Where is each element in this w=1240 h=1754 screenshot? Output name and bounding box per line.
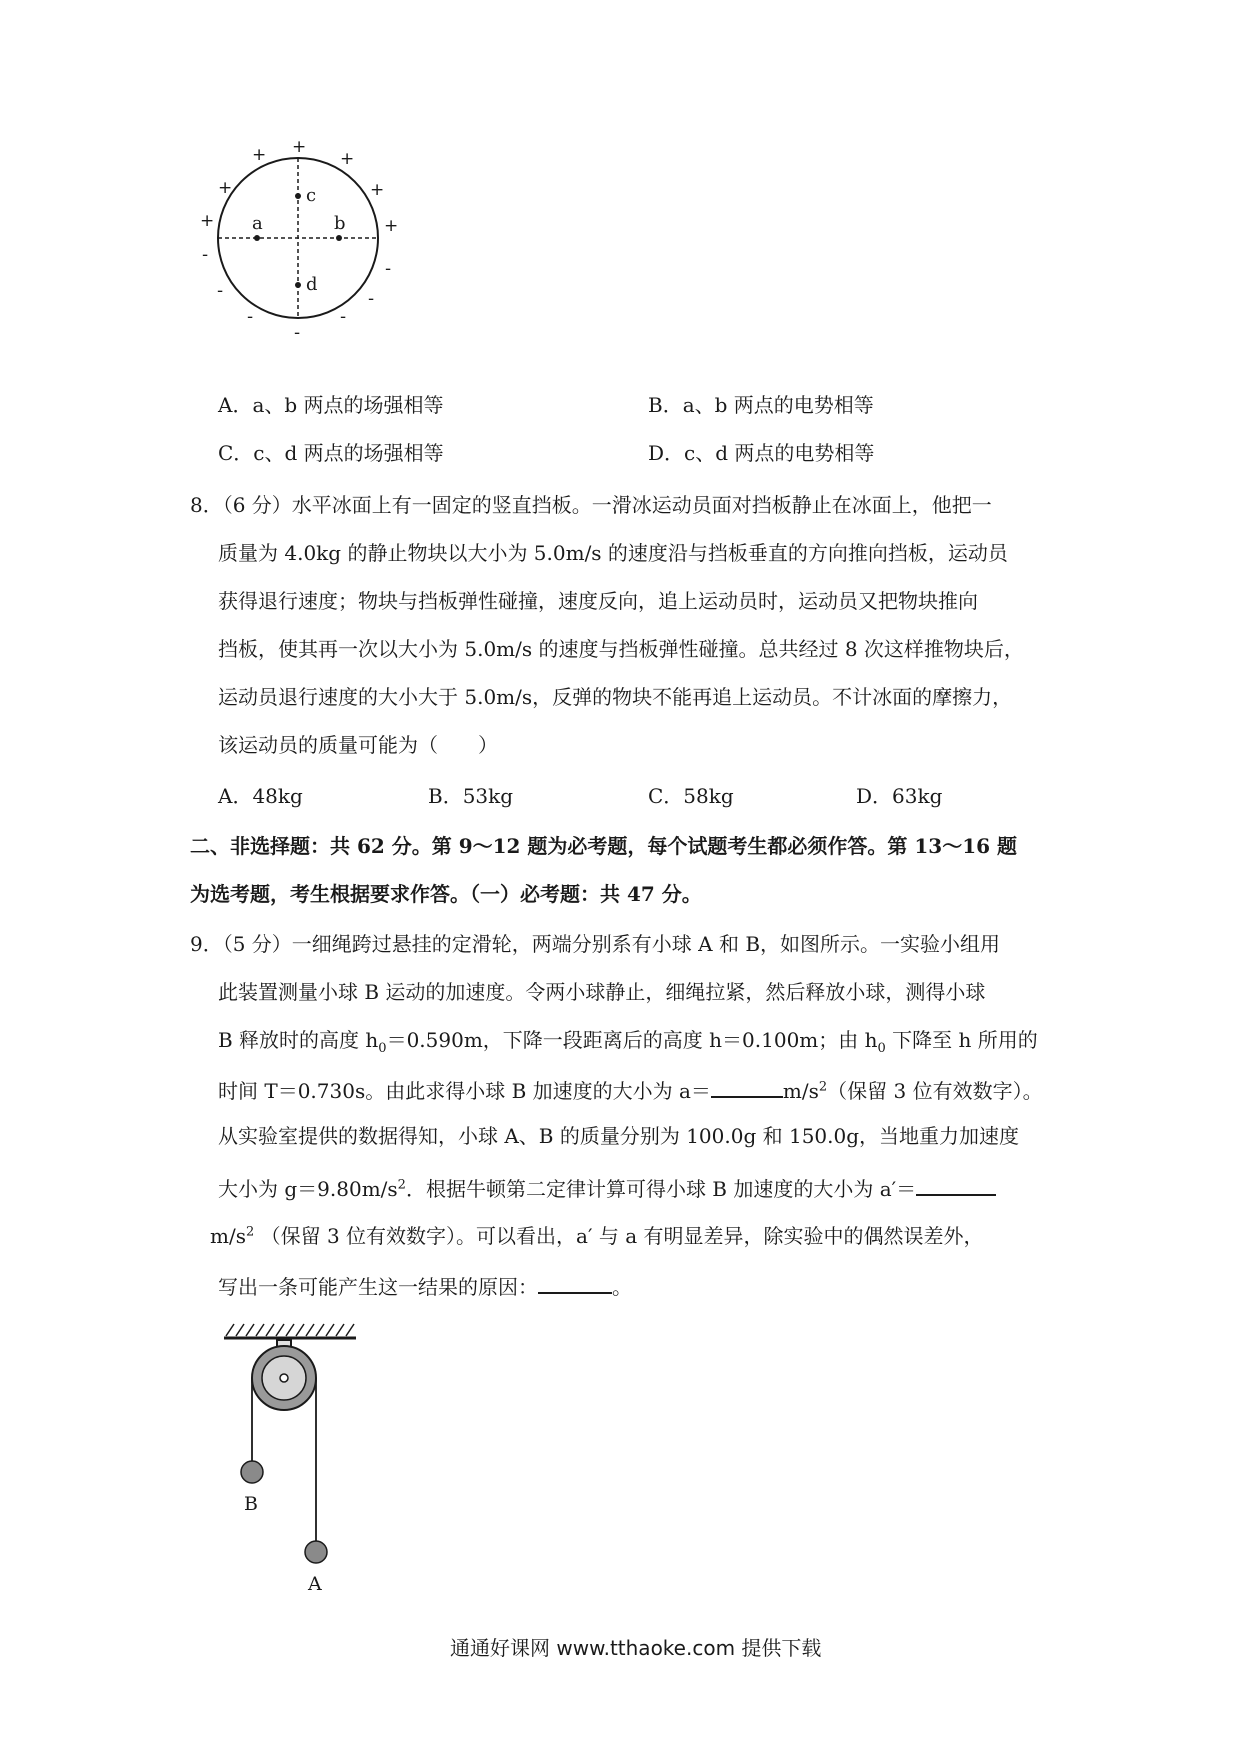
ball-b: [241, 1461, 263, 1483]
superscript-two: 2: [818, 1079, 828, 1095]
q8-option-a: A．48kg: [218, 784, 303, 808]
q8-line-6: 该运动员的质量可能为（ ）: [218, 733, 498, 757]
ball-a: [305, 1541, 327, 1563]
q7-option-c: C．c、d 两点的场强相等: [218, 441, 444, 465]
plus-sign: +: [200, 211, 215, 231]
q9-line-3-part-b: ＝0.590m，下降一段距离后的高度 h＝0.100m；由 h: [386, 1028, 878, 1052]
q9-line-4-part-a: 时间 T＝0.730s。由此求得小球 B 加速度的大小为 a＝: [218, 1079, 711, 1103]
section2-heading-line-1: 二、非选择题：共 62 分。第 9～12 题为必考题，每个试题考生都必须作答。第 13～16 题: [190, 834, 1018, 858]
q9-line-7: [210, 1226, 984, 1246]
answer-blank-reason[interactable]: [538, 1274, 612, 1294]
plus-sign: +: [252, 145, 267, 165]
plus-sign: +: [370, 180, 385, 200]
q8-line-4: 挡板，使其再一次以大小为 5.0m/s 的速度与挡板弹性碰撞。总共经过 8 次这样推物块后，: [218, 637, 1024, 661]
pulley-axle: [280, 1374, 288, 1382]
q8-option-c: C．58kg: [648, 784, 734, 808]
subscript-zero: 0: [378, 1041, 387, 1056]
q8-option-d: D．63kg: [856, 784, 943, 808]
charged-circle-figure: [190, 140, 450, 380]
label-c: c: [306, 185, 317, 206]
q9-line-7-part-b: （保留 3 位有效数字）。可以看出，a′ 与 a 有明显差异，除实验中的偶然误差外，: [254, 1224, 984, 1248]
minus-sign: -: [385, 259, 392, 279]
q9-line-4: [218, 1078, 1043, 1101]
q8-option-b: B．53kg: [428, 784, 514, 808]
q9-line-3: [218, 1028, 1038, 1056]
q9-line-1: 9．（5 分）一细绳跨过悬挂的定滑轮，两端分别系有小球 A 和 B，如图所示。一实验小组用: [190, 932, 1001, 956]
superscript-two: 2: [397, 1177, 406, 1193]
label-ball-b: B: [244, 1493, 258, 1515]
minus-sign: -: [247, 307, 254, 327]
page-footer: 通通好课网 www.tthaoke.com 提供下载: [450, 1636, 822, 1660]
subscript-zero: 0: [877, 1041, 886, 1056]
minus-sign: -: [294, 323, 301, 343]
ceiling-hatch: [226, 1324, 354, 1336]
plus-sign: +: [218, 178, 233, 198]
q8-line-3: 获得退行速度；物块与挡板弹性碰撞，速度反向，追上运动员时，运动员又把物块推向: [218, 589, 978, 613]
superscript-two: 2: [245, 1224, 255, 1240]
plus-sign: +: [340, 149, 355, 169]
q9-line-6-part-a: 大小为 g＝9.80m/s: [218, 1177, 398, 1201]
q9-line-4-unit: m/s: [782, 1079, 819, 1103]
q7-option-d: D．c、d 两点的电势相等: [648, 441, 875, 465]
q9-line-8: [218, 1274, 632, 1297]
q9-line-5: 从实验室提供的数据得知，小球 A、B 的质量分别为 100.0g 和 150.0g，当地重力加速度: [218, 1124, 1020, 1148]
minus-sign: -: [340, 307, 347, 327]
answer-blank-a[interactable]: [711, 1078, 783, 1098]
q7-option-a: A．a、b 两点的场强相等: [218, 393, 444, 417]
q9-line-8-part-b: 。: [612, 1275, 632, 1299]
pulley-figure: [220, 1320, 370, 1600]
point-d-dot: [295, 282, 301, 288]
q9-line-6-part-b: ．根据牛顿第二定律计算可得小球 B 加速度的大小为 a′＝: [405, 1177, 917, 1201]
q8-line-5: 运动员退行速度的大小大于 5.0m/s，反弹的物块不能再追上运动员。不计冰面的摩擦力，: [218, 685, 1013, 709]
q9-line-2: 此装置测量小球 B 运动的加速度。令两小球静止，细绳拉紧，然后释放小球，测得小球: [218, 980, 986, 1004]
label-a: a: [252, 213, 263, 234]
q9-line-4-part-c: （保留 3 位有效数字）。: [827, 1079, 1043, 1103]
point-b-dot: [336, 235, 342, 241]
q8-line-2: 质量为 4.0kg 的静止物块以大小为 5.0m/s 的速度沿与挡板垂直的方向推向挡板，运动员: [218, 541, 1008, 565]
minus-sign: -: [217, 281, 224, 301]
q9-line-6: [218, 1176, 996, 1199]
label-b: b: [334, 213, 346, 234]
point-c-dot: [295, 193, 301, 199]
point-a-dot: [254, 235, 260, 241]
minus-sign: -: [202, 245, 209, 265]
section2-heading-line-2: 为选考题，考生根据要求作答。（一）必考题：共 47 分。: [190, 882, 702, 906]
q7-option-b: B．a、b 两点的电势相等: [648, 393, 874, 417]
q9-line-8-part-a: 写出一条可能产生这一结果的原因：: [218, 1275, 538, 1299]
q8-line-1: 8．（6 分）水平冰面上有一固定的竖直挡板。一滑冰运动员面对挡板静止在冰面上，他把一: [190, 493, 992, 517]
q9-line-3-part-c: 下降至 h 所用的: [885, 1028, 1038, 1052]
q9-line-7-unit: m/s: [210, 1224, 246, 1248]
minus-sign: -: [368, 289, 375, 309]
answer-blank-a-prime[interactable]: [916, 1176, 996, 1196]
plus-sign: +: [292, 140, 307, 157]
q9-line-3-part-a: B 释放时的高度 h: [218, 1028, 379, 1052]
label-ball-a: A: [308, 1573, 322, 1595]
label-d: d: [306, 274, 318, 295]
plus-sign: +: [384, 216, 399, 236]
